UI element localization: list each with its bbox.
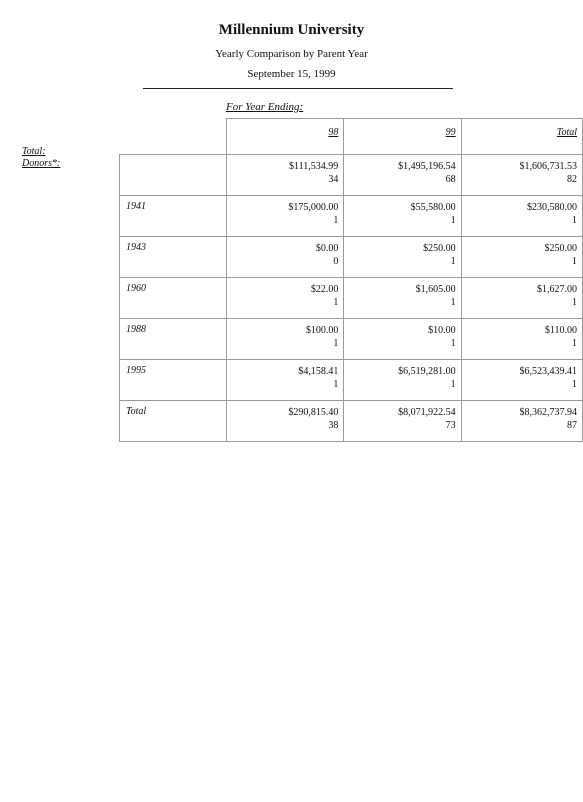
legend: [22, 146, 60, 170]
amount-value: $8,362,737.94: [519, 407, 577, 418]
amount-value: $250.00: [423, 243, 456, 254]
row-label: 1995: [120, 360, 227, 401]
amount-value: $1,605.00: [415, 284, 456, 295]
amount-value: $100.00: [305, 325, 339, 336]
donor-count: 1: [572, 256, 577, 267]
amount-value: $55,580.00: [410, 202, 456, 213]
donor-count: 1: [572, 215, 577, 226]
donor-count: 1: [450, 297, 456, 308]
donor-count: 34: [328, 174, 339, 185]
row-label: 1941: [120, 196, 227, 237]
table-cell: [344, 319, 461, 360]
table-cell: [461, 360, 582, 401]
table-cell: [227, 278, 344, 319]
amount-value: $111,534.99: [289, 161, 339, 172]
table-cell: [461, 237, 582, 278]
donor-count: 87: [567, 420, 577, 431]
legend-total-label: Total:: [22, 146, 46, 157]
column-header-total: Total: [461, 119, 582, 155]
donor-count: 1: [572, 338, 577, 349]
donor-count: 1: [572, 297, 577, 308]
table-cell: [227, 319, 344, 360]
donor-count: 1: [333, 297, 339, 308]
legend-donors-label: Donors*:: [22, 158, 61, 169]
title-divider: [143, 88, 453, 89]
row-label: 1943: [120, 237, 227, 278]
amount-value: $230,580.00: [527, 202, 577, 213]
table-row: [120, 278, 583, 319]
table-cell: [461, 155, 582, 196]
column-header-98: 98: [227, 119, 344, 155]
donor-count: 68: [445, 174, 456, 185]
row-label: [120, 155, 227, 196]
table-row: [120, 196, 583, 237]
donor-count: 1: [450, 256, 456, 267]
donor-count: 1: [450, 379, 456, 390]
amount-value: $110.00: [544, 325, 577, 336]
table-header-row: [120, 119, 583, 155]
table-cell: [461, 278, 582, 319]
donor-count: 1: [333, 338, 339, 349]
table-cell: [344, 155, 461, 196]
table-cell: [227, 196, 344, 237]
table-row: [120, 401, 583, 442]
table-cell: [227, 237, 344, 278]
donor-count: 0: [333, 256, 339, 267]
report-subtitle: Yearly Comparison by Parent Year: [215, 48, 368, 60]
for-year-ending-label: For Year Ending:: [226, 101, 304, 113]
row-label: 1988: [120, 319, 227, 360]
donor-count: 1: [333, 215, 339, 226]
table-cell: [227, 360, 344, 401]
report-date: September 15, 1999: [247, 68, 336, 80]
table-cell: [344, 196, 461, 237]
table-cell: [344, 401, 461, 442]
report-title: Millennium University: [218, 22, 365, 38]
table-cell: [227, 401, 344, 442]
table-row: [120, 319, 583, 360]
amount-value: $290,815.40: [288, 407, 339, 418]
table-cell: [461, 196, 582, 237]
amount-value: $8,071,922.54: [398, 407, 456, 418]
column-header-99: 99: [344, 119, 461, 155]
row-label: Total: [120, 401, 227, 442]
amount-value: $250.00: [544, 243, 577, 254]
donor-count: 1: [450, 215, 456, 226]
table-cell: [461, 401, 582, 442]
header-corner: [120, 119, 227, 155]
table-cell: [461, 319, 582, 360]
table-row: [120, 237, 583, 278]
amount-value: $4,158.41: [298, 366, 339, 377]
donor-count: 82: [567, 174, 577, 185]
donor-count: 1: [572, 379, 577, 390]
table-cell: [344, 278, 461, 319]
table-cell: [344, 237, 461, 278]
amount-value: $22.00: [310, 284, 339, 295]
amount-value: $10.00: [428, 325, 456, 336]
amount-value: $0.00: [315, 243, 339, 254]
amount-value: $1,606,731.53: [519, 161, 577, 172]
comparison-table: [119, 118, 583, 442]
amount-value: $6,523,439.41: [519, 366, 577, 377]
row-label: 1960: [120, 278, 227, 319]
amount-value: $1,627.00: [537, 284, 577, 295]
donor-count: 38: [328, 420, 339, 431]
amount-value: $175,000.00: [288, 202, 339, 213]
donor-count: 1: [333, 379, 339, 390]
amount-value: $1,495,196.54: [398, 161, 456, 172]
table-cell: [227, 155, 344, 196]
donor-count: 1: [450, 338, 456, 349]
amount-value: $6,519,281.00: [398, 366, 456, 377]
table-row: [120, 360, 583, 401]
table-cell: [344, 360, 461, 401]
donor-count: 73: [445, 420, 456, 431]
table-row: [120, 155, 583, 196]
